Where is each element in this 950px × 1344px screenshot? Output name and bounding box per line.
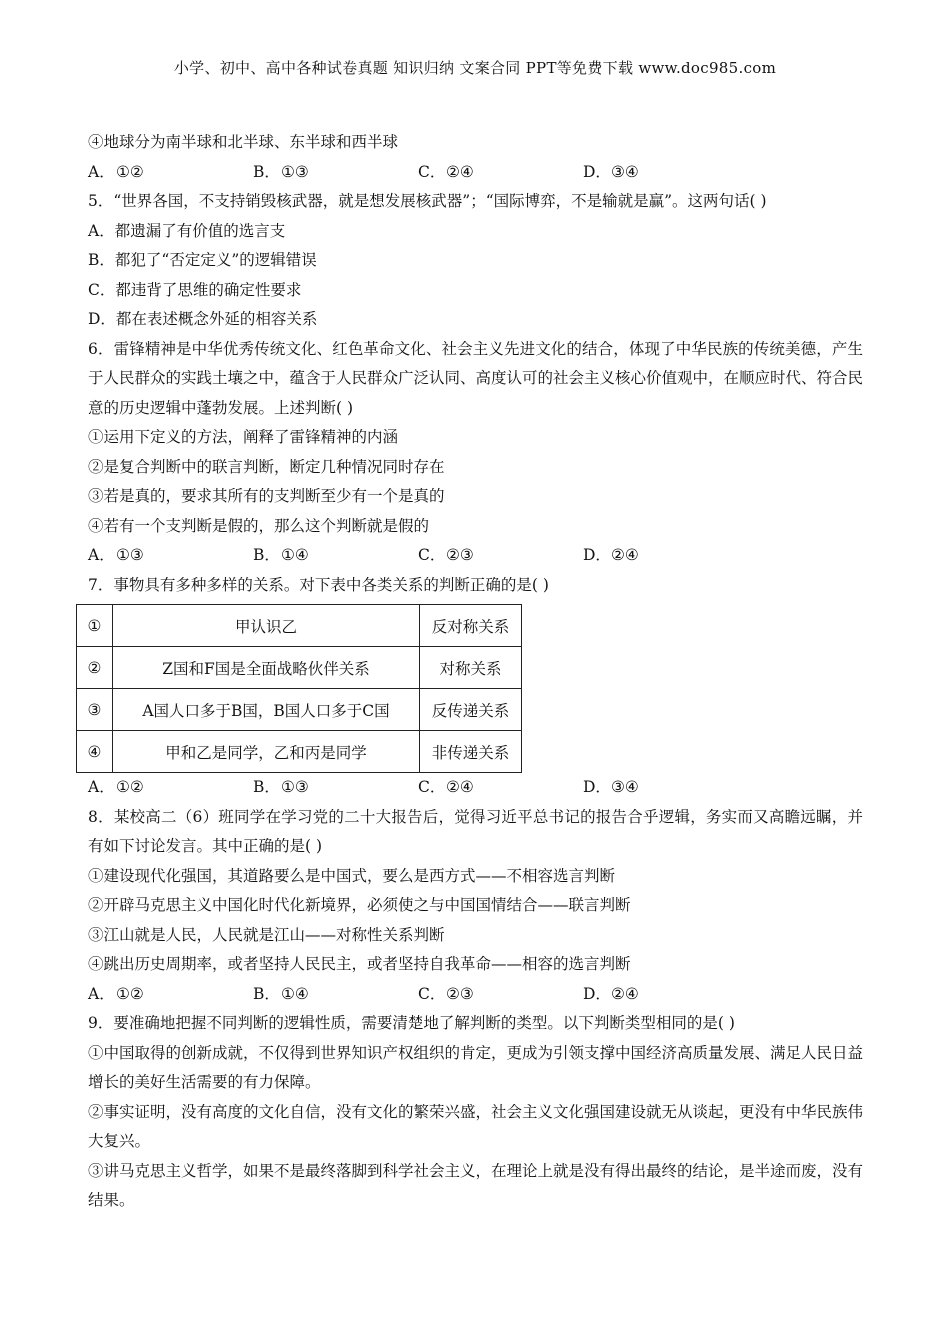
- table-cell-number: ③: [77, 689, 113, 731]
- q4-option-d: D．③④: [583, 162, 639, 181]
- q9-statement-1: ①中国取得的创新成就，不仅得到世界知识产权组织的肯定，更成为引领支撑中国经济高质量发展、满足人民日益增长的美好生活需要的有力保障。: [88, 1043, 864, 1091]
- table-row: [77, 731, 522, 773]
- q8-statement-1: ①建设现代化强国，其道路要么是中国式，要么是西方式——不相容选言判断: [88, 866, 616, 885]
- q5-choice-c: C．都违背了思维的确定性要求: [88, 280, 302, 299]
- q7-relation-table: [76, 604, 522, 773]
- table-cell-relation: 非传递关系: [420, 731, 522, 773]
- table-row: [77, 647, 522, 689]
- q6-option-c: C．②③: [418, 546, 474, 564]
- table-row: [77, 605, 522, 647]
- q6-option-d: D．②④: [583, 546, 639, 564]
- q7-option-b: B．①③: [253, 778, 309, 796]
- table-cell-relation: 对称关系: [420, 647, 522, 689]
- q8-option-b: B．①④: [253, 984, 309, 1003]
- table-cell-number: ②: [77, 647, 113, 689]
- table-cell-statement: Z国和F国是全面战略伙伴关系: [113, 647, 420, 689]
- q4-option-a: A．①②: [88, 162, 144, 181]
- q4-option-c: C．②④: [418, 162, 474, 181]
- q6-option-b: B．①④: [253, 546, 309, 564]
- q7-options: [88, 773, 863, 803]
- table-cell-relation: 反传递关系: [420, 689, 522, 731]
- q4-option-b: B．①③: [253, 162, 309, 181]
- q6-stem: 6．雷锋精神是中华优秀传统文化、红色革命文化、社会主义先进文化的结合，体现了中华民族的传统美德，产生于人民群众的实践土壤之中，蕴含于人民群众广泛认同、高度认可的社会主义核心价值观中，在顺应时代、符合民意的历史逻辑中蓬勃发展。上述判断( ): [88, 339, 864, 417]
- q8-option-c: C．②③: [418, 984, 474, 1003]
- q8-options: [88, 980, 863, 1010]
- q8-statement-2: ②开辟马克思主义中国化时代化新境界，必须使之与中国国情结合——联言判断: [88, 896, 631, 914]
- q9-statement-2: ②事实证明，没有高度的文化自信，没有文化的繁荣兴盛，社会主义文化强国建设就无从谈起，更没有中华民族伟大复兴。: [88, 1102, 864, 1150]
- q6-option-a: A．①③: [88, 546, 144, 564]
- q4-statement-4: ④地球分为南半球和北半球、东半球和西半球: [88, 133, 399, 151]
- q7-option-d: D．③④: [583, 778, 639, 796]
- q8-option-d: D．②④: [583, 984, 639, 1003]
- q6-statement-1: ①运用下定义的方法，阐释了雷锋精神的内涵: [88, 428, 399, 446]
- q5-choice-d: D．都在表述概念外延的相容关系: [88, 310, 318, 328]
- table-row: [77, 689, 522, 731]
- table-cell-statement: A国人口多于B国，B国人口多于C国: [113, 689, 420, 731]
- q9-stem: 9．要准确地把握不同判断的逻辑性质，需要清楚地了解判断的类型。以下判断类型相同的是( ): [88, 1014, 735, 1032]
- q9-statement-3: ③讲马克思主义哲学，如果不是最终落脚到科学社会主义，在理论上就是没有得出最终的结论，是半途而废，没有结果。: [88, 1161, 864, 1209]
- q6-statement-3: ③若是真的，要求其所有的支判断至少有一个是真的: [88, 487, 445, 505]
- q8-option-a: A．①②: [88, 984, 144, 1003]
- q5-stem: 5．“世界各国，不支持销毁核武器，就是想发展核武器”；“国际博弈，不是输就是赢”。这两句话( ): [88, 192, 767, 210]
- q8-stem: 8．某校高二（6）班同学在学习党的二十大报告后，觉得习近平总书记的报告合乎逻辑，务实而又高瞻远瞩，并有如下讨论发言。其中正确的是( ): [88, 807, 863, 855]
- document-body: [88, 128, 863, 1216]
- table-cell-number: ①: [77, 605, 113, 647]
- page-header: 小学、初中、高中各种试卷真题 知识归纳 文案合同 PPT等免费下载 www.doc985.com: [173, 59, 777, 77]
- q6-statement-4: ④若有一个支判断是假的，那么这个判断就是假的: [88, 516, 430, 535]
- table-cell-number: ④: [77, 731, 113, 773]
- q8-statement-4: ④跳出历史周期率，或者坚持人民民主，或者坚持自我革命——相容的选言判断: [88, 955, 631, 973]
- q6-options: [88, 541, 863, 571]
- table-cell-statement: 甲和乙是同学，乙和丙是同学: [113, 731, 420, 773]
- q7-stem: 7．事物具有多种多样的关系。对下表中各类关系的判断正确的是( ): [88, 575, 549, 594]
- q5-choice-a: A．都遗漏了有价值的选言支: [88, 221, 286, 240]
- q8-statement-3: ③江山就是人民，人民就是江山——对称性关系判断: [88, 925, 445, 944]
- table-cell-relation: 反对称关系: [420, 605, 522, 647]
- q7-option-a: A．①②: [88, 778, 144, 796]
- q7-option-c: C．②④: [418, 778, 474, 796]
- table-cell-statement: 甲认识乙: [113, 605, 420, 647]
- q4-options: [88, 158, 863, 188]
- q5-choice-b: B．都犯了“否定定义”的逻辑错误: [88, 251, 317, 269]
- q6-statement-2: ②是复合判断中的联言判断，断定几种情况同时存在: [88, 457, 445, 476]
